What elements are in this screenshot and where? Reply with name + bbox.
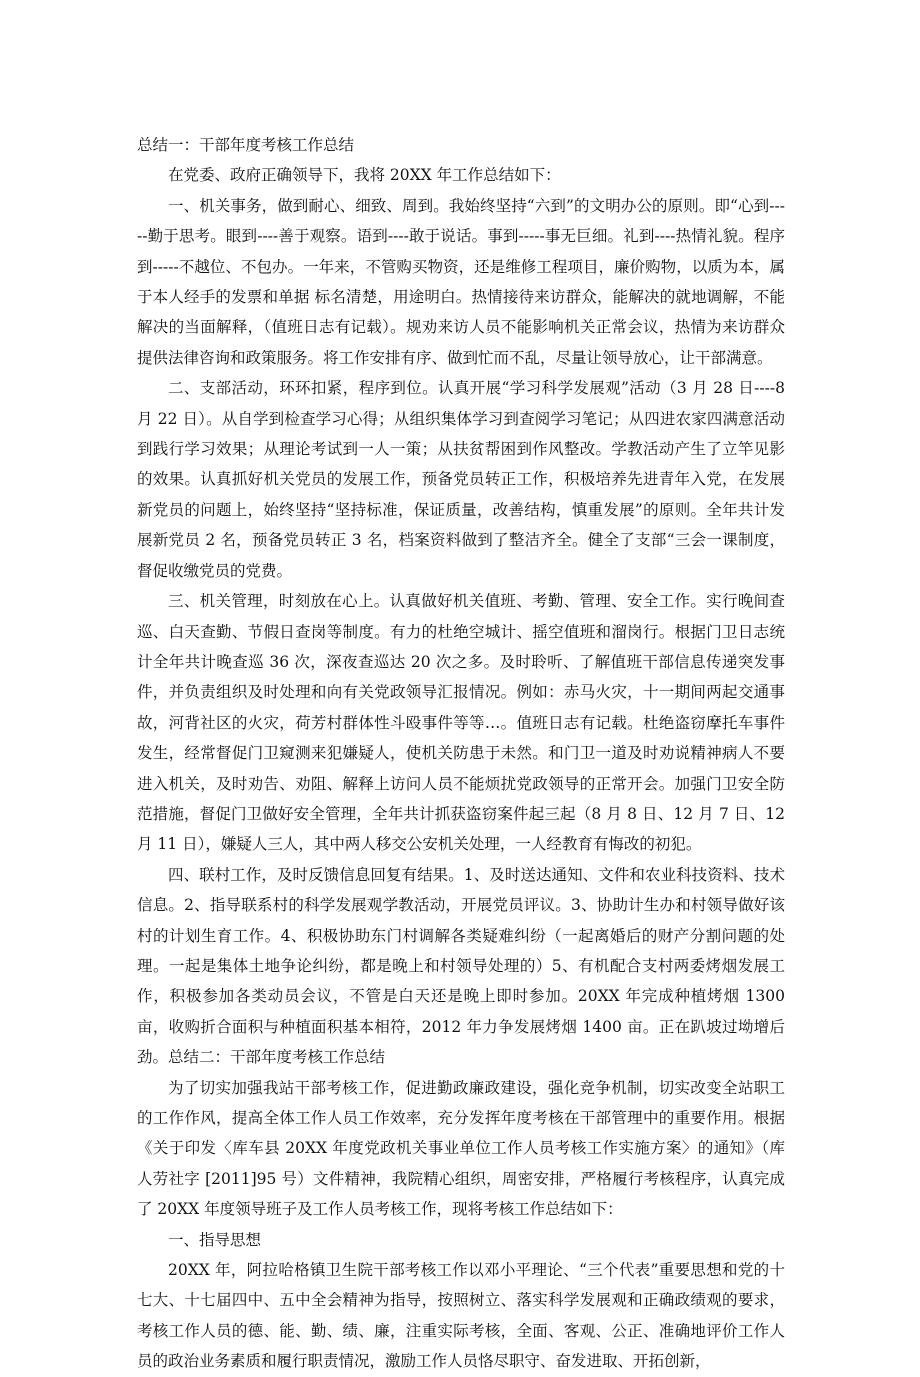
paragraph-office-affairs: 一、机关事务，做到耐心、细致、周到。我始终坚持“六到”的文明办公的原则。即“心到-----勤于思考。眼到----善于观察。语到----敢于说话。事到-----事无巨细。礼到----热情礼貌。程序到-----不越位、不包办。一年来，不管购买物资，还是维修工程项目，廉价购物，以质为本，属于本人经手的发票和单据 标名清楚，用途明白。热情接待来访群众，能解决的就地调解，不能解决的当面解释，（值班日志有记载）。规劝来访人员不能影响机关正常会议，热情为来访群众提供法律咨询和政策服务。将工作安排有序、做到忙而不乱，尽量让领导放心，让干部满意。: [137, 196, 785, 367]
paragraph-village-work: 四、联村工作，及时反馈信息回复有结果。1、及时送达通知、文件和农业科技资料、技术信息。2、指导联系村的科学发展观学教活动，开展党员评议。3、协助计生办和村领导做好该村的计划生育工作。4、积极协助东门村调解各类疑难纠纷（一起离婚后的财产分割问题的处理。一起是集体土地争论纠纷，都是晚上和村领导处理的）5、有机配合支村两委烤烟发展工作，积极参加各类动员会议，不管是白天还是晚上即时参加。20XX 年完成种植烤烟 1300 亩，收购折合面积与种植面积基本相符，2012 年力争发展烤烟 1400 亩。正在趴坡过坳增后劲。总结二：干部年度考核工作总结: [137, 865, 785, 1067]
paragraph-branch-activities: 二、支部活动，环环扣紧，程序到位。认真开展“学习科学发展观”活动（3 月 28 日----8 月 22 日）。从自学到检查学习心得；从组织集体学习到查阅学习笔记；从四进农家四满意活动到践行学习效果；从理论考试到一人一策；从扶贫帮困到作风整改。学教活动产生了立竿见影的效果。认真抓好机关党员的发展工作，预备党员转正工作，积极培养先进青年入党，在发展新党员的问题上，始终坚持“坚持标准，保证质量，改善结构，慎重发展”的原则。全年共计发展新党员 2 名，预备党员转正 3 名，档案资料做到了整洁齐全。健全了支部“三会一课制度，督促收缴党员的党费。: [137, 379, 785, 580]
paragraph-guiding-ideology: 20XX 年，阿拉哈格镇卫生院干部考核工作以邓小平理论、“三个代表”重要思想和党的十七大、十七届四中、五中全会精神为指导，按照树立、落实科学发展观和正确政绩观的要求，考核工作人员的德、能、勤、绩、廉，注重实际考核，全面、客观、公正、准确地评价工作人员的政治业务素质和履行职责情况，激励工作人员恪尽职守、奋发进取、开拓创新，: [137, 1261, 785, 1371]
document-title: 总结一：干部年度考核工作总结: [137, 136, 355, 154]
intro-paragraph: 在党委、政府正确领导下，我将 20XX 年工作总结如下：: [168, 166, 561, 185]
section-heading-guiding-ideology: 一、指导思想: [168, 1230, 262, 1249]
document-body: [137, 130, 785, 1377]
paragraph-office-management: 三、机关管理，时刻放在心上。认真做好机关值班、考勤、管理、安全工作。实行晚间查巡、白天查勤、节假日查岗等制度。有力的杜绝空城计、摇空值班和溜岗行。根据门卫日志统计全年共计晚查巡 36 次，深夜查巡达 20 次之多。及时聆听、了解值班干部信息传递突发事件，并负责组织及时处理和向有关党政领导汇报情况。例如：赤马火灾，十一期间两起交通事故，河背社区的火灾，荷芳村群体性斗殴事件等等…。值班日志有记载。杜绝盗窃摩托车事件发生，经常督促门卫窥测来犯嫌疑人，使机关防患于未然。和门卫一道及时劝说精神病人不要进入机关，及时劝告、劝阻、解释上访问人员不能烦扰党政领导的正常开会。加强门卫安全防范措施，督促门卫做好安全管理，全年共计抓获盗窃案件起三起（8 月 8 日、12 月 7 日、12 月 11 日），嫌疑人三人，其中两人移交公安机关处理，一人经教育有悔改的初犯。: [137, 592, 785, 854]
paragraph-assessment-intro: 为了切实加强我站干部考核工作，促进勤政廉政建设，强化竞争机制，切实改变全站职工的工作作风，提高全体工作人员工作效率，充分发挥年度考核在干部管理中的重要作用。根据《关于印发〈库车县 20XX 年度党政机关事业单位工作人员考核工作实施方案〉的通知》（库人劳社字 [2011]95 号）文件精神，我院精心组织，周密安排，严格履行考核程序，认真完成了 20XX 年度领导班子及工作人员考核工作，现将考核工作总结如下：: [137, 1078, 785, 1219]
